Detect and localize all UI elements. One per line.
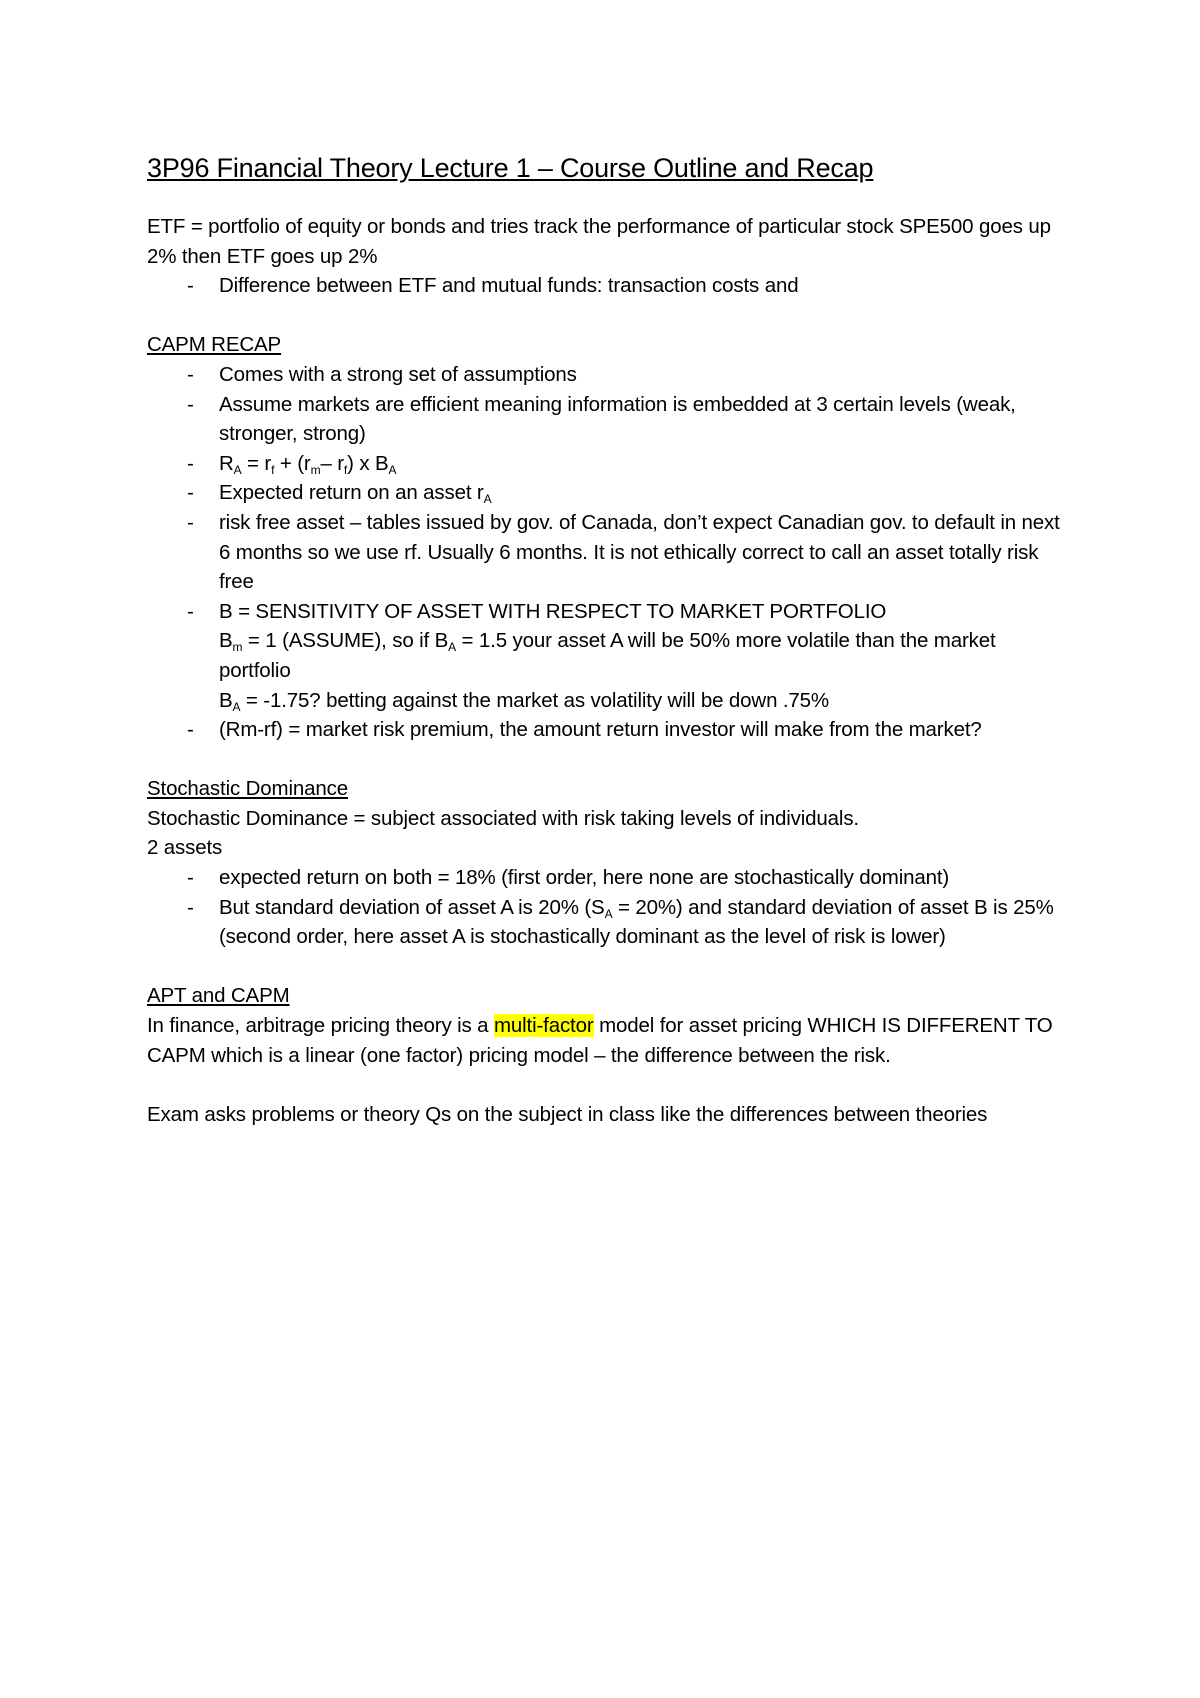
list-item: - Difference between ETF and mutual funds: transaction costs and xyxy=(147,271,1067,301)
list-item: - Comes with a strong set of assumptions xyxy=(147,360,1067,390)
page-title: 3P96 Financial Theory Lecture 1 – Course Outline and Recap xyxy=(147,153,874,183)
beta-market-line: $B_m = 1$ (ASSUME), so if $B_A = 1.5$ your asset A will be 50% more volatile than the market portfolio xyxy=(219,629,996,682)
apt-paragraph: In finance, arbitrage pricing theory is a multi-factor model for asset pricing WHICH IS DIFFERENT TO CAPM which is a linear (one factor) pricing model – the difference between the risk. xyxy=(147,1014,1053,1067)
capm-heading: CAPM RECAP xyxy=(147,333,282,357)
list-item: - B = SENSITIVITY OF ASSET WITH RESPECT TO MARKET PORTFOLIO $B_m = 1$ (ASSUME), so if $B_A = 1.5$ your asset A will be 50% more volatile than the market portfolio $B_A = -1.75$? betting against the market as volatility will be down .75% xyxy=(147,597,1067,715)
stochastic-definition: Stochastic Dominance = subject associated with risk taking levels of individuals. xyxy=(147,806,859,830)
exam-note: Exam asks problems or theory Qs on the subject in class like the differences between theories xyxy=(147,1102,988,1126)
list-item: - Assume markets are efficient meaning information is embedded at 3 certain levels (weak, stronger, strong) xyxy=(147,390,1067,449)
list-item: - expected return on both = 18% (first order, here none are stochastically dominant) xyxy=(147,863,1067,893)
stochastic-heading: Stochastic Dominance xyxy=(147,777,348,801)
etf-list xyxy=(147,271,1067,301)
list-item: - risk free asset – tables issued by gov. of Canada, don’t expect Canadian gov. to default in next 6 months so we use rf. Usually 6 months. It is not ethically correct to call an asset totally risk free xyxy=(147,508,1067,597)
beta-negative-line: $B_A = -1.75$? betting against the market as volatility will be down .75% xyxy=(219,688,830,714)
capm-list xyxy=(147,360,1067,745)
list-item: - Expected return on an asset $r_A$ xyxy=(147,478,1067,508)
highlighted-term: multi-factor xyxy=(493,1014,594,1038)
apt-heading: APT and CAPM xyxy=(147,984,290,1008)
capm-formula: - $R_A = r_f + (r_m-$ $r_f$) x $B_A$ xyxy=(147,449,1067,479)
stochastic-list xyxy=(147,863,1067,952)
assets-label: 2 assets xyxy=(147,836,223,860)
etf-definition: ETF = portfolio of equity or bonds and tries track the performance of particular stock SPE500 goes up 2% then ETF goes up 2% xyxy=(147,215,1051,268)
list-item: - But standard deviation of asset A is 20% $(S_A = 20\%)$ and standard deviation of asset B is 25% (second order, here asset A is stochastically dominant as the level of risk is lower) xyxy=(147,893,1067,952)
list-item: - (Rm-rf) = market risk premium, the amount return investor will make from the market? xyxy=(147,715,1067,745)
document-content xyxy=(147,150,1067,1129)
